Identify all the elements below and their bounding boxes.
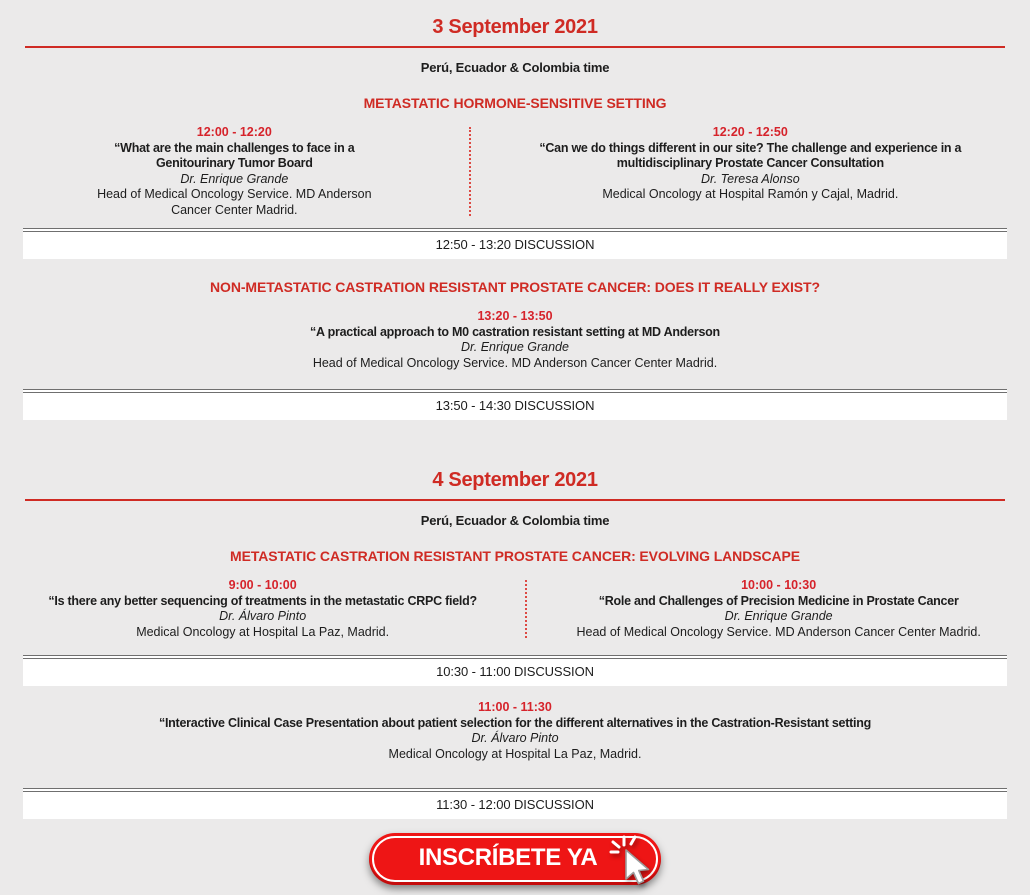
day2-red-rule xyxy=(25,499,1005,501)
session-time: 11:00 - 11:30 xyxy=(478,700,552,714)
day1-section1-title: METASTATIC HORMONE-SENSITIVE SETTING xyxy=(363,95,667,111)
discussion-bar-3: 10:30 - 11:00 DISCUSSION xyxy=(23,655,1007,686)
session-time: 13:20 - 13:50 xyxy=(477,309,553,323)
day2-sessions-row xyxy=(0,578,1030,640)
register-button-wrap xyxy=(369,833,661,885)
day1-section2-title: NON-METASTATIC CASTRATION RESISTANT PROSTATE CANCER: DOES IT REALLY EXIST? xyxy=(210,279,820,295)
session-title: “Interactive Clinical Case Presentation about patient selection for the different alternatives in the Castration-Resistant setting xyxy=(158,715,872,730)
session-affiliation: Head of Medical Oncology Service. MD Anderson Cancer Center Madrid. xyxy=(576,624,981,639)
discussion-bar-4: 11:30 - 12:00 DISCUSSION xyxy=(23,788,1007,819)
session-speaker: Dr. Enrique Grande xyxy=(724,609,833,623)
session-affiliation: Medical Oncology at Hospital Ramón y Cajal, Madrid. xyxy=(602,187,899,201)
session-time: 10:00 - 10:30 xyxy=(741,578,817,592)
day1-sessions-row xyxy=(0,125,1030,218)
day2-timezone: Perú, Ecuador & Colombia time xyxy=(420,513,610,528)
session-9-00 xyxy=(0,578,525,640)
session-12-00 xyxy=(0,125,469,218)
session-speaker: Dr. Álvaro Pinto xyxy=(219,609,307,623)
day2-date-heading: 4 September 2021 xyxy=(432,469,598,491)
session-speaker: Dr. Enrique Grande xyxy=(461,340,569,354)
register-button[interactable]: INSCRÍBETE YA xyxy=(369,833,661,885)
session-11-00 xyxy=(0,700,1030,762)
session-title: “Is there any better sequencing of treatments in the metastatic CRPC field? xyxy=(48,593,477,608)
session-affiliation: Head of Medical Oncology Service. MD Anderson Cancer Center Madrid. xyxy=(97,187,372,217)
session-title: “What are the main challenges to face in a Genitourinary Tumor Board xyxy=(114,140,355,170)
day1-block xyxy=(0,0,1030,420)
session-13-20 xyxy=(0,309,1030,371)
session-speaker: Dr. Teresa Alonso xyxy=(700,171,800,186)
session-speaker: Dr. Enrique Grande xyxy=(180,171,289,186)
session-speaker: Dr. Álvaro Pinto xyxy=(471,731,559,745)
session-affiliation: Head of Medical Oncology Service. MD Anderson Cancer Center Madrid. xyxy=(312,355,718,370)
session-time: 9:00 - 10:00 xyxy=(228,578,297,592)
day2-block xyxy=(0,469,1030,819)
discussion-bar-2: 13:50 - 14:30 DISCUSSION xyxy=(23,389,1007,420)
session-12-20 xyxy=(471,125,1030,218)
session-time: 12:20 - 12:50 xyxy=(712,125,788,139)
session-time: 12:00 - 12:20 xyxy=(196,125,272,139)
day1-date-heading: 3 September 2021 xyxy=(432,16,598,38)
session-title: “A practical approach to M0 castration resistant setting at MD Anderson xyxy=(310,324,720,339)
session-title: “Can we do things different in our site? The challenge and experience in a multidisciplinary Prostate Cancer Consultation xyxy=(539,140,962,170)
session-affiliation: Medical Oncology at Hospital La Paz, Madrid. xyxy=(388,746,642,761)
day2-section1-title: METASTATIC CASTRATION RESISTANT PROSTATE CANCER: EVOLVING LANDSCAPE xyxy=(230,548,800,564)
day1-red-rule xyxy=(25,46,1005,48)
discussion-bar-1: 12:50 - 13:20 DISCUSSION xyxy=(23,228,1007,259)
day1-timezone: Perú, Ecuador & Colombia time xyxy=(420,60,610,75)
session-10-00 xyxy=(527,578,1030,640)
session-affiliation: Medical Oncology at Hospital La Paz, Madrid. xyxy=(136,624,390,639)
session-title: “Role and Challenges of Precision Medicine in Prostate Cancer xyxy=(598,593,959,608)
